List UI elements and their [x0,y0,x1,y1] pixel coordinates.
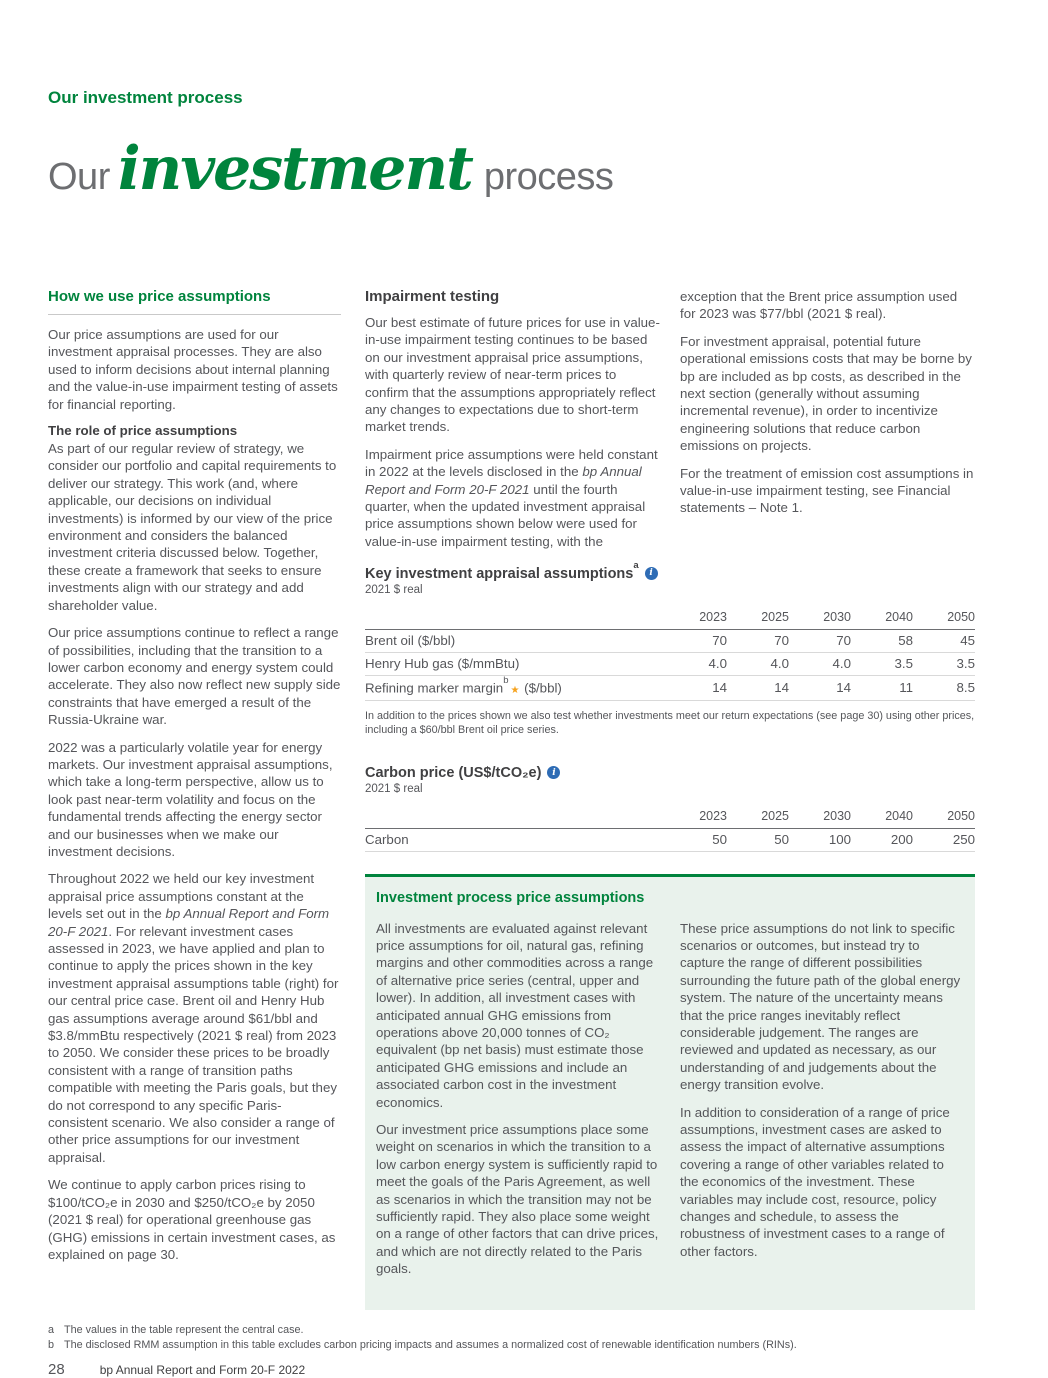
cell: 4.0 [789,653,851,676]
table-subtitle: 2021 $ real [365,584,423,597]
paragraph: Our best estimate of future prices for use in value-in-use impairment testing continues to be based on our investment appraisal price assumptions, with quarterly review of near-term prices to confirm that the assumptions appropriately reflect any changes to expectations due to short-term market trends. [365,315,660,435]
table-row [365,630,975,653]
year-header: 2025 [727,807,789,829]
paragraph: 2022 was a particularly volatile year for energy markets. Our investment appraisal assumptions, which take a long-term perspective, allow us to look past near-term volatility and focus on the fundamental trends affecting the energy sector and our businesses when we make our investment decisions. [48,739,333,859]
cell: 4.0 [665,653,727,676]
table-row [365,676,975,700]
greenbox-heading: Investment process price assumptions [376,889,645,906]
cell: 100 [789,828,851,851]
star-icon: ★ [510,684,520,696]
right-area [365,288,975,1310]
key-assumptions-title: Key investment appraisal assumptions$^a$ [365,560,639,583]
cell: 3.5 [913,653,975,676]
paragraph: Our price assumptions continue to reflect a range of possibilities, including that the transition to a lower carbon economy and energy system could accelerate. They also now reflect new supply side constraints that have emerged a result of the Russia-Ukraine war. [48,625,341,728]
table-row [365,828,975,851]
cell: 14 [727,676,789,700]
table-row [365,653,975,676]
paragraph: Our investment price assumptions place some weight on scenarios in which the transition to a low carbon energy system is sufficiently rapid to meet the goals of the Paris Agreement, as well as scenarios in which the transition may not be sufficiently rapid. They also place some weight on a range of other factors that can drive prices, and which are not directly related to the Paris goals. [376,1122,659,1277]
impairment-columns [365,288,975,560]
year-header: 2025 [727,608,789,630]
year-header: 2030 [789,608,851,630]
cell: 11 [851,676,913,700]
table-note: In addition to the prices shown we also test whether investments meet our return expectations (see page 30) using other prices, including a $60/bbl Brent oil price series. [365,709,975,736]
paragraph: We continue to apply carbon prices rising to $100/tCO₂e in 2030 and $250/tCO₂e by 2050 (2021 $ real) for operational greenhouse gas (GHG) emissions in certain investment cases, as explained on page 30. [48,1177,336,1262]
key-assumptions-table [365,608,975,700]
column-how-we-use [48,288,341,1310]
section-eyebrow: Our investment process [48,88,243,107]
content-columns [48,288,975,1310]
paragraph: Our price assumptions are used for our investment appraisal processes. They are also used to inform decisions about internal planning and the value-in-use impairment testing of assets for financial reporting. [48,327,338,412]
paragraph: As part of our regular review of strategy, we consider our portfolio and capital requirements to deliver our strategy. This work (and, where applicable, our decisions on individual investments) is informed by our view of the price environment and considers the balanced investment criteria discussed below. Together, these create a framework that seeks to ensure investments align with our strategy and add shareholder value. [48,441,337,613]
row-label: Henry Hub gas ($/mmBtu) [365,653,665,676]
paragraph: In addition to consideration of a range of price assumptions, investment cases are asked to assess the impact of alternative assumptions covering a range of other variables related to the economics of the investment. These variables may include cost, resource, policy changes and schedule, to assess the robustness of investment cases to a range of other factors. [680,1104,950,1259]
column-impairment [365,288,660,560]
row-label: Brent oil ($/bbl) [365,630,665,653]
report-reference: bp Annual Report and Form 20-F 2021 [48,906,330,939]
cell: 70 [789,630,851,653]
carbon-price-title: Carbon price (US$/tCO₂e) [365,764,542,781]
paragraph: Impairment price assumptions were held constant in 2022 at the levels disclosed in the bp Annual Report and Form 20-F 2021 until the fourth quarter, when the updated investment appraisal price assumptions shown below were used for value-in-use impairment testing, with the [365,446,658,549]
title-prefix: Our [48,156,110,198]
investment-process-box [365,874,975,1310]
cell: 70 [665,630,727,653]
year-header: 2023 [665,608,727,630]
cell: 50 [727,828,789,851]
cell: 58 [851,630,913,653]
footer-report-title: bp Annual Report and Form 20-F 2022 [99,1362,306,1377]
title-suffix: process [483,156,614,198]
greenbox-columns [376,920,964,1288]
year-header: 2050 [913,807,975,829]
cell: 200 [851,828,913,851]
year-header: 2040 [851,807,913,829]
heading-how-we-use: How we use price assumptions [48,288,341,315]
paragraph: For investment appraisal, potential future operational emissions costs that may be borne by bp are included as bp costs, as described in the next section (generally without assuming incremental revenue), in order to incentivize engineering solutions that reduce carbon emissions on projects. [680,333,972,454]
carbon-price-table [365,807,975,852]
footnote-a: a The values in the table represent the central case. [48,1323,304,1336]
year-header: 2030 [789,807,851,829]
paragraph: For the treatment of emission cost assumptions in value-in-use impairment testing, see Financial statements – Note 1. [680,465,974,516]
cell: 250 [913,828,975,851]
page-title [48,134,975,204]
greenbox-left-column [376,920,660,1288]
year-header: 2050 [913,608,975,630]
carbon-price-title-row [365,765,975,781]
info-icon: i [547,766,560,779]
title-script-word: investment [117,134,472,204]
paragraph: These price assumptions do not link to specific scenarios or outcomes, but instead try to capture the range of different possibilities surrounding the future path of the global energy system. The nature of the uncertainty means that the price ranges inevitably reflect considerable judgement. The ranges are reviewed and updated as necessary, as our understanding of and judgements about the energy transition evolve. [680,920,961,1093]
heading-role-of-price: The role of price assumptions [48,423,238,439]
row-label: Carbon [365,828,665,851]
cell: 45 [913,630,975,653]
footnotes [48,1323,975,1354]
table-header-row [365,608,975,630]
info-icon: i [645,567,658,580]
cell: 70 [727,630,789,653]
report-reference: bp Annual Report and Form 20-F 2021 [365,464,642,497]
heading-impairment-testing: Impairment testing [365,288,500,305]
paragraph: Throughout 2022 we held our key investment appraisal price assumptions constant at the levels set out in the bp Annual Report and Form 20-F 2021. For relevant investment cases assessed in 2023, we have applied and plan to continue to apply the prices shown in the key investment appraisal assumptions table (right) for our central price case. Brent oil and Henry Hub gas assumptions average around $61/bbl and $3.8/mmBtu respectively (2021 $ real) from 2023 to 2050. We consider these prices to be broadly consistent with a range of transition paths compatible with meeting the Paris goals, but they do not correspond to any specific Paris-consistent scenario. We also consider a range of other price assumptions for our investment appraisal. [48,871,339,1165]
cell: 50 [665,828,727,851]
year-header: 2023 [665,807,727,829]
footnote-marker-b: b [503,675,509,687]
page-footer [48,1361,975,1378]
cell: 14 [789,676,851,700]
row-label: Refining marker margin$^b$★ ($/bbl) [365,676,665,700]
footnote-marker-a: a [633,560,639,572]
cell: 8.5 [913,676,975,700]
column-continuation [680,288,975,560]
year-header: 2040 [851,608,913,630]
table-header-row [365,807,975,829]
footnote-b: b The disclosed RMM assumption in this table excludes carbon pricing impacts and assumes a normalized cost of renewable identification numbers (RINs). [48,1339,797,1352]
cell: 3.5 [851,653,913,676]
cell: 4.0 [727,653,789,676]
cell: 14 [665,676,727,700]
greenbox-right-column [680,920,964,1288]
paragraph: exception that the Brent price assumption used for 2023 was $77/bbl (2021 $ real). [680,289,958,322]
table-subtitle: 2021 $ real [365,782,423,795]
paragraph: All investments are evaluated against relevant price assumptions for oil, natural gas, refining margins and other commodities across a range of alternative price series (central, upper and lower). In addition, all investment cases with anticipated annual GHG emissions from operations above 20,000 tonnes of CO₂ equivalent (bp net basis) must estimate those anticipated GHG emissions and include an associated carbon cost in the investment economics. [376,920,654,1110]
page-number: 28 [48,1360,65,1378]
key-assumptions-title-row [365,560,975,583]
